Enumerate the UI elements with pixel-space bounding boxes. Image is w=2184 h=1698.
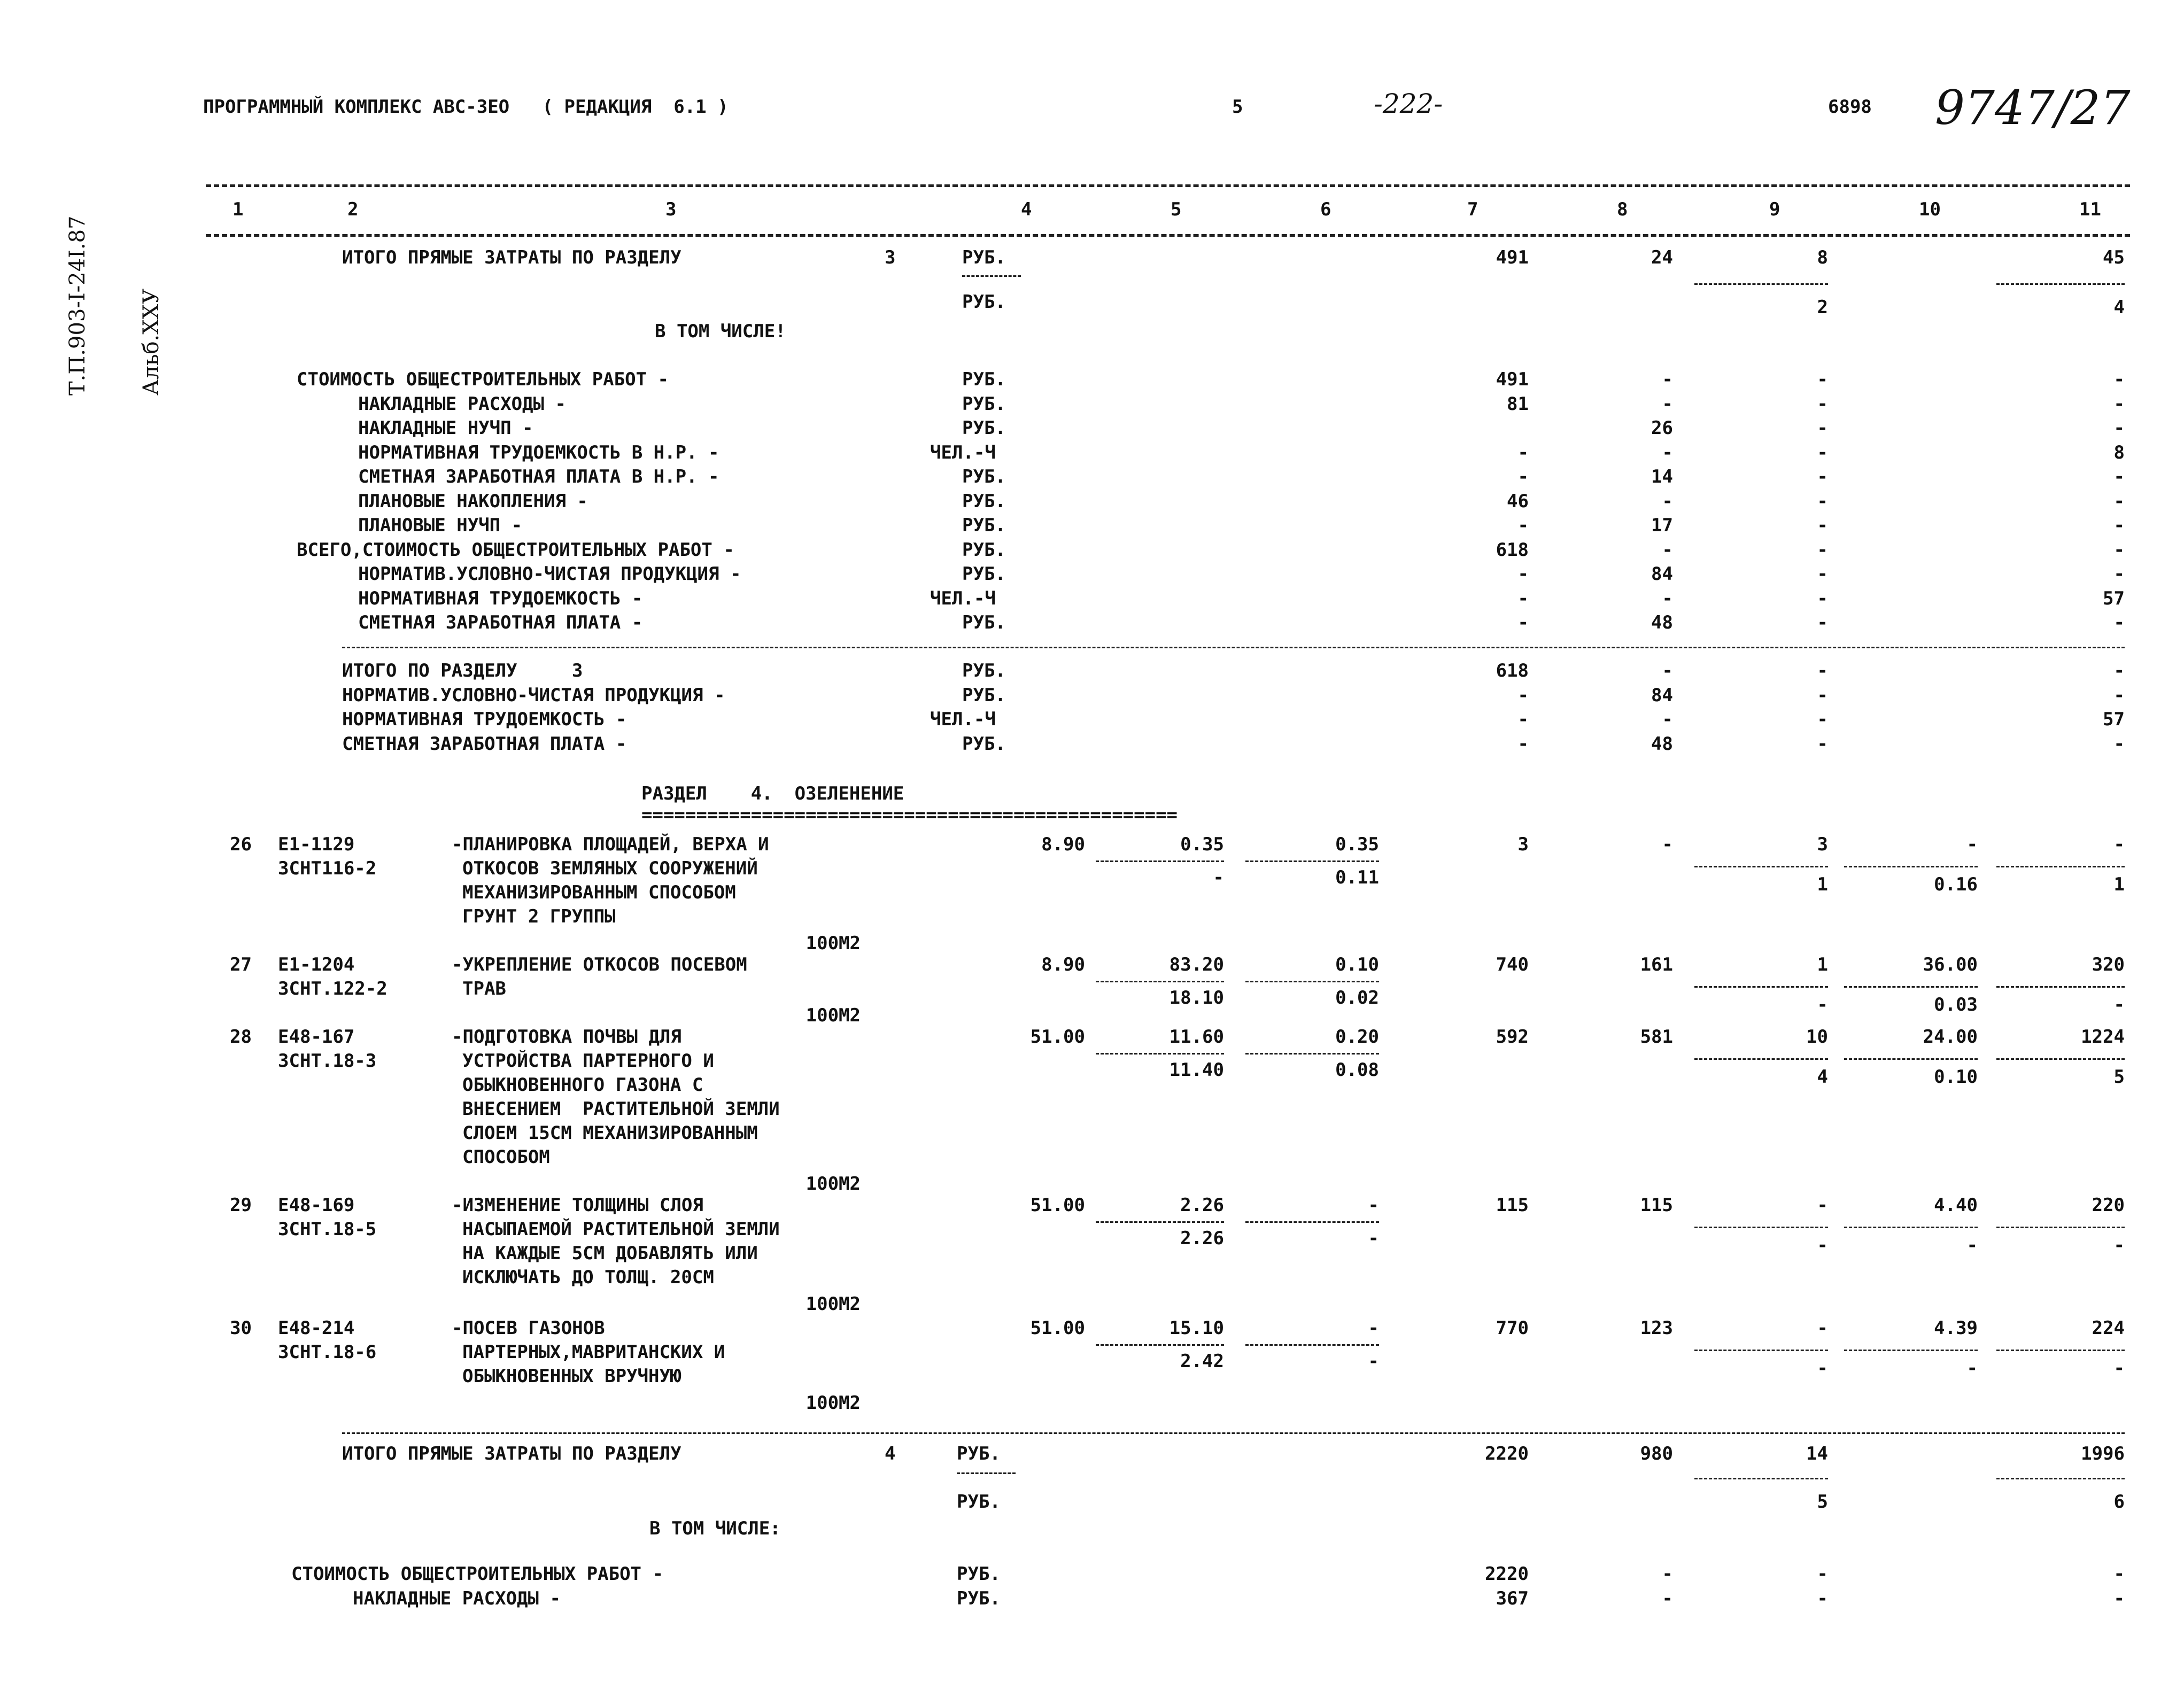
section3-row-unit: РУБ.	[962, 393, 1006, 415]
item-c11-bottom: 5	[2113, 1066, 2125, 1088]
section3-row-c11: -	[2113, 490, 2125, 512]
section3-row-c9: -	[1817, 417, 1828, 439]
section3-row-unit: РУБ.	[962, 612, 1006, 633]
section3-total-c9: -	[1817, 733, 1828, 755]
section3-row-label: НАКЛАДНЫЕ НУЧП -	[358, 417, 533, 439]
column-header-3: 3	[665, 199, 677, 220]
item-c7: 770	[1496, 1317, 1529, 1339]
section3-direct-costs-unit: РУБ.	[962, 247, 1006, 268]
section3-totals-rule	[342, 647, 2125, 648]
side-stamp	[16, 216, 188, 396]
item-c5-top: 83.20	[1169, 954, 1224, 975]
section4-row-c9: -	[1817, 1587, 1828, 1609]
item-c6-top: 0.35	[1335, 834, 1379, 855]
item-number: 28	[230, 1026, 252, 1048]
section3-row-c11: -	[2113, 393, 2125, 415]
item-description-line: СЛОЕМ 15СМ МЕХАНИЗИРОВАННЫМ	[462, 1122, 758, 1144]
section3-total-c7: 618	[1496, 660, 1529, 681]
item-c10-top: -	[1966, 834, 1978, 855]
item-code: Е48-169	[278, 1195, 355, 1216]
item-description-line: ОТКОСОВ ЗЕМЛЯНЫХ СООРУЖЕНИЙ	[462, 858, 758, 879]
section3-total-c7: -	[1517, 684, 1529, 706]
section3-c11-rule	[1996, 283, 2125, 285]
item-c11-top: -	[2113, 834, 2125, 855]
item-unit: 100М2	[806, 1005, 861, 1026]
section3-total-c9: -	[1817, 660, 1828, 681]
section3-row-c8: -	[1662, 441, 1673, 463]
item-c9-bottom: -	[1817, 994, 1828, 1015]
section3-total-c11: 57	[2103, 709, 2125, 730]
section3-row-c7: 618	[1496, 539, 1529, 561]
section3-row-unit: РУБ.	[962, 369, 1006, 390]
item-number: 30	[230, 1317, 252, 1339]
table-top-rule	[206, 184, 2130, 187]
item-c5-top: 15.10	[1169, 1317, 1224, 1339]
section3-row-c9: -	[1817, 441, 1828, 463]
section3-direct-costs-c9-top: 8	[1817, 247, 1828, 268]
item-c11-rule	[1996, 1350, 2125, 1351]
item-unit: 100М2	[806, 1293, 861, 1315]
item-c6-rule	[1245, 1344, 1379, 1346]
item-description-line: -ПЛАНИРОВКА ПЛОЩАДЕЙ, ВЕРХА И	[452, 834, 769, 855]
item-unit: 100М2	[806, 933, 861, 954]
section3-direct-costs-c9-bottom: 2	[1817, 297, 1828, 318]
section3-row-c8: 17	[1651, 515, 1673, 536]
section3-total-c9: -	[1817, 709, 1828, 730]
section3-including-label: В ТОМ ЧИСЛЕ!	[655, 321, 786, 342]
section3-row-label: ВСЕГО,СТОИМОСТЬ ОБЩЕСТРОИТЕЛЬНЫХ РАБОТ -	[297, 539, 734, 561]
item-c8: 123	[1640, 1317, 1673, 1339]
item-c5-top: 0.35	[1180, 834, 1224, 855]
item-description-line: ТРАВ	[462, 978, 506, 999]
item-c10-rule	[1844, 1058, 1978, 1060]
section3-row-c8: -	[1662, 393, 1673, 415]
section3-row-c11: -	[2113, 612, 2125, 633]
item-c5-top: 2.26	[1180, 1195, 1224, 1216]
item-code: Е1-1204	[278, 954, 355, 975]
item-c9-top: 10	[1806, 1026, 1828, 1048]
section4-direct-costs-unit: РУБ.	[957, 1443, 1001, 1464]
item-description-line: НА КАЖДЫЕ 5СМ ДОБАВЛЯТЬ ИЛИ	[462, 1243, 758, 1264]
item-description-line: -ПОДГОТОВКА ПОЧВЫ ДЛЯ	[452, 1026, 681, 1048]
program-title: ПРОГРАММНЫЙ КОМПЛЕКС АВС-ЗЕО ( РЕДАКЦИЯ 6.1 )	[203, 96, 729, 118]
section3-row-label: ПЛАНОВЫЕ НАКОПЛЕНИЯ -	[358, 490, 588, 512]
item-description-line: МЕХАНИЗИРОВАННЫМ СПОСОБОМ	[462, 882, 736, 903]
item-c9-rule	[1694, 866, 1828, 867]
handwritten-sheet-number: 9747/27	[1935, 80, 2131, 135]
section3-total-c11: -	[2113, 660, 2125, 681]
section4-direct-costs-unit2: РУБ.	[957, 1491, 1001, 1513]
column-header-11: 11	[2079, 199, 2101, 220]
section3-row-c7: -	[1517, 466, 1529, 487]
section3-row-c11: -	[2113, 539, 2125, 561]
column-header-8: 8	[1617, 199, 1628, 220]
item-description-line: ОБЫКНОВЕННЫХ ВРУЧНУЮ	[462, 1366, 681, 1387]
item-c5-bottom: 18.10	[1169, 987, 1224, 1009]
section3-row-c9: -	[1817, 539, 1828, 561]
item-c6-rule	[1245, 1053, 1379, 1055]
document-code: 6898	[1828, 96, 1872, 118]
item-c8: 115	[1640, 1195, 1673, 1216]
section4-direct-costs-section: 4	[885, 1443, 896, 1464]
item-quantity: 8.90	[1041, 954, 1085, 975]
section3-total-c9: -	[1817, 684, 1828, 706]
section4-row-c11: -	[2113, 1587, 2125, 1609]
section3-row-c7: -	[1517, 515, 1529, 536]
section4-row-c7: 2220	[1485, 1563, 1529, 1585]
section3-row-c11: -	[2113, 369, 2125, 390]
item-c10-rule	[1844, 1350, 1978, 1351]
item-c9-bottom: -	[1817, 1235, 1828, 1256]
section3-row-c9: -	[1817, 490, 1828, 512]
item-number: 29	[230, 1195, 252, 1216]
item-c6-top: -	[1368, 1195, 1379, 1216]
section4-direct-costs-c9-bottom: 5	[1817, 1491, 1828, 1513]
item-c8: 161	[1640, 954, 1673, 975]
item-c7: 3	[1517, 834, 1529, 855]
item-c11-bottom: 1	[2113, 874, 2125, 895]
item-c5-rule	[1096, 1221, 1224, 1223]
section3-row-c9: -	[1817, 393, 1828, 415]
item-c9-rule	[1694, 1058, 1828, 1060]
section3-row-c9: -	[1817, 563, 1828, 585]
section3-row-unit: ЧЕЛ.-Ч	[930, 587, 996, 609]
section4-row-c8: -	[1662, 1563, 1673, 1585]
section4-row-c7: 367	[1496, 1587, 1529, 1609]
column-header-7: 7	[1467, 199, 1478, 220]
section4-row-c9: -	[1817, 1563, 1828, 1585]
section3-row-c8: -	[1662, 369, 1673, 390]
section3-row-c8: 48	[1651, 612, 1673, 633]
item-c5-bottom: 2.26	[1180, 1228, 1224, 1249]
section3-row-c11: 57	[2103, 587, 2125, 609]
section3-row-unit: РУБ.	[962, 417, 1006, 439]
item-c5-bottom: 11.40	[1169, 1059, 1224, 1081]
section3-total-c7: -	[1517, 733, 1529, 755]
section3-row-unit: РУБ.	[962, 466, 1006, 487]
section3-row-c7: -	[1517, 563, 1529, 585]
item-c5-rule	[1096, 1344, 1224, 1346]
item-norm: ЗСНТ.122-2	[278, 978, 388, 999]
item-c5-rule	[1096, 1053, 1224, 1055]
item-c11-top: 1224	[2081, 1026, 2125, 1048]
section3-total-unit: РУБ.	[962, 660, 1006, 681]
item-c10-top: 24.00	[1923, 1026, 1978, 1048]
section3-row-unit: РУБ.	[962, 563, 1006, 585]
item-c9-top: 1	[1817, 954, 1828, 975]
item-description-line: -ПОСЕВ ГАЗОНОВ	[452, 1317, 605, 1339]
section3-direct-costs-c11-bottom: 4	[2113, 297, 2125, 318]
section3-total-label: НОРМАТИВ.УСЛОВНО-ЧИСТАЯ ПРОДУКЦИЯ -	[342, 684, 725, 706]
item-description-line: -ИЗМЕНЕНИЕ ТОЛЩИНЫ СЛОЯ	[452, 1195, 703, 1216]
section3-row-c11: -	[2113, 563, 2125, 585]
item-c11-bottom: -	[2113, 994, 2125, 1015]
item-c7: 115	[1496, 1195, 1529, 1216]
item-norm: ЗСНТ.18-5	[278, 1219, 377, 1240]
item-c6-rule	[1245, 981, 1379, 982]
item-norm: ЗСНТ116-2	[278, 858, 377, 879]
section3-total-c7: -	[1517, 709, 1529, 730]
section3-direct-costs-c8: 24	[1651, 247, 1673, 268]
section3-row-unit: РУБ.	[962, 539, 1006, 561]
sheet-mark: 5	[1232, 96, 1243, 118]
item-c6-rule	[1245, 1221, 1379, 1223]
item-c11-rule	[1996, 1058, 2125, 1060]
section3-total-c8: -	[1662, 709, 1673, 730]
item-description-line: ИСКЛЮЧАТЬ ДО ТОЛЩ. 20СМ	[462, 1267, 714, 1288]
item-quantity: 8.90	[1041, 834, 1085, 855]
item-number: 27	[230, 954, 252, 975]
item-c9-rule	[1694, 986, 1828, 988]
section3-total-label: СМЕТНАЯ ЗАРАБОТНАЯ ПЛАТА -	[342, 733, 627, 755]
item-c10-bottom: 0.03	[1934, 994, 1978, 1015]
item-c10-bottom: -	[1966, 1235, 1978, 1256]
section3-row-c9: -	[1817, 587, 1828, 609]
item-code: Е1-1129	[278, 834, 355, 855]
section3-row-c11: 8	[2113, 441, 2125, 463]
section3-total-label: ИТОГО ПО РАЗДЕЛУ 3	[342, 660, 583, 681]
section3-total-c11: -	[2113, 684, 2125, 706]
item-description-line: -УКРЕПЛЕНИЕ ОТКОСОВ ПОСЕВОМ	[452, 954, 747, 975]
item-c10-rule	[1844, 866, 1978, 867]
section3-row-label: НОРМАТИВНАЯ ТРУДОЕМКОСТЬ -	[358, 587, 643, 609]
section4-totals-rule	[342, 1432, 2125, 1434]
section3-unit-rule	[962, 275, 1021, 277]
section3-row-label: НАКЛАДНЫЕ РАСХОДЫ -	[358, 393, 566, 415]
section4-row-unit: РУБ.	[957, 1563, 1001, 1585]
item-norm: ЗСНТ.18-3	[278, 1050, 377, 1072]
item-c11-rule	[1996, 1227, 2125, 1228]
item-c5-top: 11.60	[1169, 1026, 1224, 1048]
section4-title: РАЗДЕЛ 4. ОЗЕЛЕНЕНИЕ	[641, 783, 904, 804]
column-header-9: 9	[1769, 199, 1780, 220]
section3-direct-costs-section: 3	[885, 247, 896, 268]
item-c11-rule	[1996, 986, 2125, 988]
section4-direct-costs-label: ИТОГО ПРЯМЫЕ ЗАТРАТЫ ПО РАЗДЕЛУ	[342, 1443, 681, 1464]
item-c5-rule	[1096, 981, 1224, 982]
section3-row-c7: -	[1517, 612, 1529, 633]
section3-row-label: ПЛАНОВЫЕ НУЧП -	[358, 515, 523, 536]
section3-row-c11: -	[2113, 515, 2125, 536]
section3-row-c8: -	[1662, 490, 1673, 512]
section3-row-c7: 46	[1507, 490, 1529, 512]
section3-row-c8: 26	[1651, 417, 1673, 439]
section3-row-unit: РУБ.	[962, 490, 1006, 512]
section3-row-c7: -	[1517, 587, 1529, 609]
item-number: 26	[230, 834, 252, 855]
section3-direct-costs-c7: 491	[1496, 247, 1529, 268]
item-c9-top: -	[1817, 1195, 1828, 1216]
section4-direct-costs-c11-bottom: 6	[2113, 1491, 2125, 1513]
item-c11-top: 320	[2092, 954, 2125, 975]
item-c7: 740	[1496, 954, 1529, 975]
item-c9-rule	[1694, 1350, 1828, 1351]
item-c10-bottom: -	[1966, 1358, 1978, 1379]
item-c9-rule	[1694, 1227, 1828, 1228]
item-c6-bottom: 0.02	[1335, 987, 1379, 1009]
section4-direct-costs-c11-top: 1996	[2081, 1443, 2125, 1464]
section3-row-c9: -	[1817, 612, 1828, 633]
section3-row-c9: -	[1817, 369, 1828, 390]
section3-row-c8: 84	[1651, 563, 1673, 585]
item-c6-bottom: 0.11	[1335, 867, 1379, 888]
item-quantity: 51.00	[1030, 1195, 1085, 1216]
item-c5-bottom: -	[1213, 867, 1224, 888]
section3-row-c9: -	[1817, 466, 1828, 487]
column-header-5: 5	[1171, 199, 1182, 220]
item-c6-rule	[1245, 860, 1379, 862]
item-c6-top: 0.20	[1335, 1026, 1379, 1048]
section3-row-c7: -	[1517, 441, 1529, 463]
section3-row-unit: РУБ.	[962, 515, 1006, 536]
section3-total-unit: ЧЕЛ.-Ч	[930, 709, 996, 730]
section3-total-c8: 84	[1651, 684, 1673, 706]
item-c10-top: 4.39	[1934, 1317, 1978, 1339]
section3-total-c8: 48	[1651, 733, 1673, 755]
section3-row-label: СМЕТНАЯ ЗАРАБОТНАЯ ПЛАТА В Н.Р. -	[358, 466, 719, 487]
item-unit: 100М2	[806, 1392, 861, 1414]
column-header-6: 6	[1320, 199, 1331, 220]
section3-row-unit: ЧЕЛ.-Ч	[930, 441, 996, 463]
section3-direct-costs-unit2: РУБ.	[962, 291, 1006, 313]
item-description-line: ОБЫКНОВЕННОГО ГАЗОНА С	[462, 1074, 703, 1096]
section3-row-label: СМЕТНАЯ ЗАРАБОТНАЯ ПЛАТА -	[358, 612, 643, 633]
item-c7: 592	[1496, 1026, 1529, 1048]
item-c10-bottom: 0.10	[1934, 1066, 1978, 1088]
item-description-line: ВНЕСЕНИЕМ РАСТИТЕЛЬНОЙ ЗЕМЛИ	[462, 1098, 780, 1120]
item-c11-top: 224	[2092, 1317, 2125, 1339]
section4-c11-rule	[1996, 1478, 2125, 1479]
item-c6-top: 0.10	[1335, 954, 1379, 975]
section4-direct-costs-c9-top: 14	[1806, 1443, 1828, 1464]
item-c9-bottom: 4	[1817, 1066, 1828, 1088]
item-c8: 581	[1640, 1026, 1673, 1048]
section3-direct-costs-c11-top: 45	[2103, 247, 2125, 268]
section4-row-c8: -	[1662, 1587, 1673, 1609]
item-c9-top: -	[1817, 1317, 1828, 1339]
column-header-1: 1	[233, 199, 244, 220]
section4-unit-rule	[957, 1472, 1016, 1474]
item-description-line: ПАРТЕРНЫХ,МАВРИТАНСКИХ И	[462, 1342, 725, 1363]
section3-direct-costs-label: ИТОГО ПРЯМЫЕ ЗАТРАТЫ ПО РАЗДЕЛУ	[342, 247, 681, 268]
item-c11-bottom: -	[2113, 1235, 2125, 1256]
section3-row-label: СТОИМОСТЬ ОБЩЕСТРОИТЕЛЬНЫХ РАБОТ -	[297, 369, 669, 390]
section4-row-label: СТОИМОСТЬ ОБЩЕСТРОИТЕЛЬНЫХ РАБОТ -	[291, 1563, 663, 1585]
item-c8: -	[1662, 834, 1673, 855]
section4-direct-costs-c8: 980	[1640, 1443, 1673, 1464]
item-c6-bottom: 0.08	[1335, 1059, 1379, 1081]
page-number: -222-	[1374, 88, 1443, 119]
item-c6-top: -	[1368, 1317, 1379, 1339]
section4-row-label: НАКЛАДНЫЕ РАСХОДЫ -	[353, 1587, 561, 1609]
item-quantity: 51.00	[1030, 1317, 1085, 1339]
item-c10-top: 4.40	[1934, 1195, 1978, 1216]
item-c5-bottom: 2.42	[1180, 1351, 1224, 1372]
section4-title-underline: =================================================	[641, 804, 1178, 826]
item-norm: ЗСНТ.18-6	[278, 1342, 377, 1363]
side-stamp-line-2: Альб.XXУ	[139, 288, 164, 396]
section3-total-unit: РУБ.	[962, 684, 1006, 706]
item-c11-rule	[1996, 866, 2125, 867]
column-header-rule	[206, 234, 2130, 237]
section4-c9-rule	[1694, 1478, 1828, 1479]
section3-c9-rule	[1694, 283, 1828, 285]
section3-row-c9: -	[1817, 515, 1828, 536]
side-stamp-line-1: Т.П.903-I-24I.87	[65, 215, 90, 396]
item-c9-top: 3	[1817, 834, 1828, 855]
item-description-line: ГРУНТ 2 ГРУППЫ	[462, 906, 616, 927]
section3-row-c11: -	[2113, 466, 2125, 487]
item-description-line: УСТРОЙСТВА ПАРТЕРНОГО И	[462, 1050, 714, 1072]
column-header-4: 4	[1021, 199, 1032, 220]
section4-row-unit: РУБ.	[957, 1587, 1001, 1609]
item-quantity: 51.00	[1030, 1026, 1085, 1048]
section4-direct-costs-c7: 2220	[1485, 1443, 1529, 1464]
item-c11-bottom: -	[2113, 1358, 2125, 1379]
section4-row-c11: -	[2113, 1563, 2125, 1585]
item-description-line: НАСЫПАЕМОЙ РАСТИТЕЛЬНОЙ ЗЕМЛИ	[462, 1219, 780, 1240]
item-c10-rule	[1844, 986, 1978, 988]
item-unit: 100М2	[806, 1173, 861, 1195]
item-c11-top: 220	[2092, 1195, 2125, 1216]
item-code: Е48-167	[278, 1026, 355, 1048]
item-c10-top: 36.00	[1923, 954, 1978, 975]
section3-row-label: НОРМАТИВ.УСЛОВНО-ЧИСТАЯ ПРОДУКЦИЯ -	[358, 563, 741, 585]
item-c9-bottom: -	[1817, 1358, 1828, 1379]
section3-row-c8: 14	[1651, 466, 1673, 487]
section3-row-c8: -	[1662, 587, 1673, 609]
section3-row-c11: -	[2113, 417, 2125, 439]
item-c10-bottom: 0.16	[1934, 874, 1978, 895]
item-code: Е48-214	[278, 1317, 355, 1339]
section3-total-unit: РУБ.	[962, 733, 1006, 755]
section3-total-c8: -	[1662, 660, 1673, 681]
section3-total-c11: -	[2113, 733, 2125, 755]
column-header-10: 10	[1919, 199, 1941, 220]
section3-total-label: НОРМАТИВНАЯ ТРУДОЕМКОСТЬ -	[342, 709, 627, 730]
item-c6-bottom: -	[1368, 1351, 1379, 1372]
column-header-2: 2	[347, 199, 359, 220]
section3-row-c7: 81	[1507, 393, 1529, 415]
section3-row-label: НОРМАТИВНАЯ ТРУДОЕМКОСТЬ В Н.Р. -	[358, 441, 719, 463]
item-description-line: СПОСОБОМ	[462, 1146, 550, 1168]
item-c6-bottom: -	[1368, 1228, 1379, 1249]
section4-including-label: В ТОМ ЧИСЛЕ:	[649, 1518, 781, 1539]
section3-row-c8: -	[1662, 539, 1673, 561]
section3-row-c7: 491	[1496, 369, 1529, 390]
item-c9-bottom: 1	[1817, 874, 1828, 895]
item-c10-rule	[1844, 1227, 1978, 1228]
item-c5-rule	[1096, 860, 1224, 862]
